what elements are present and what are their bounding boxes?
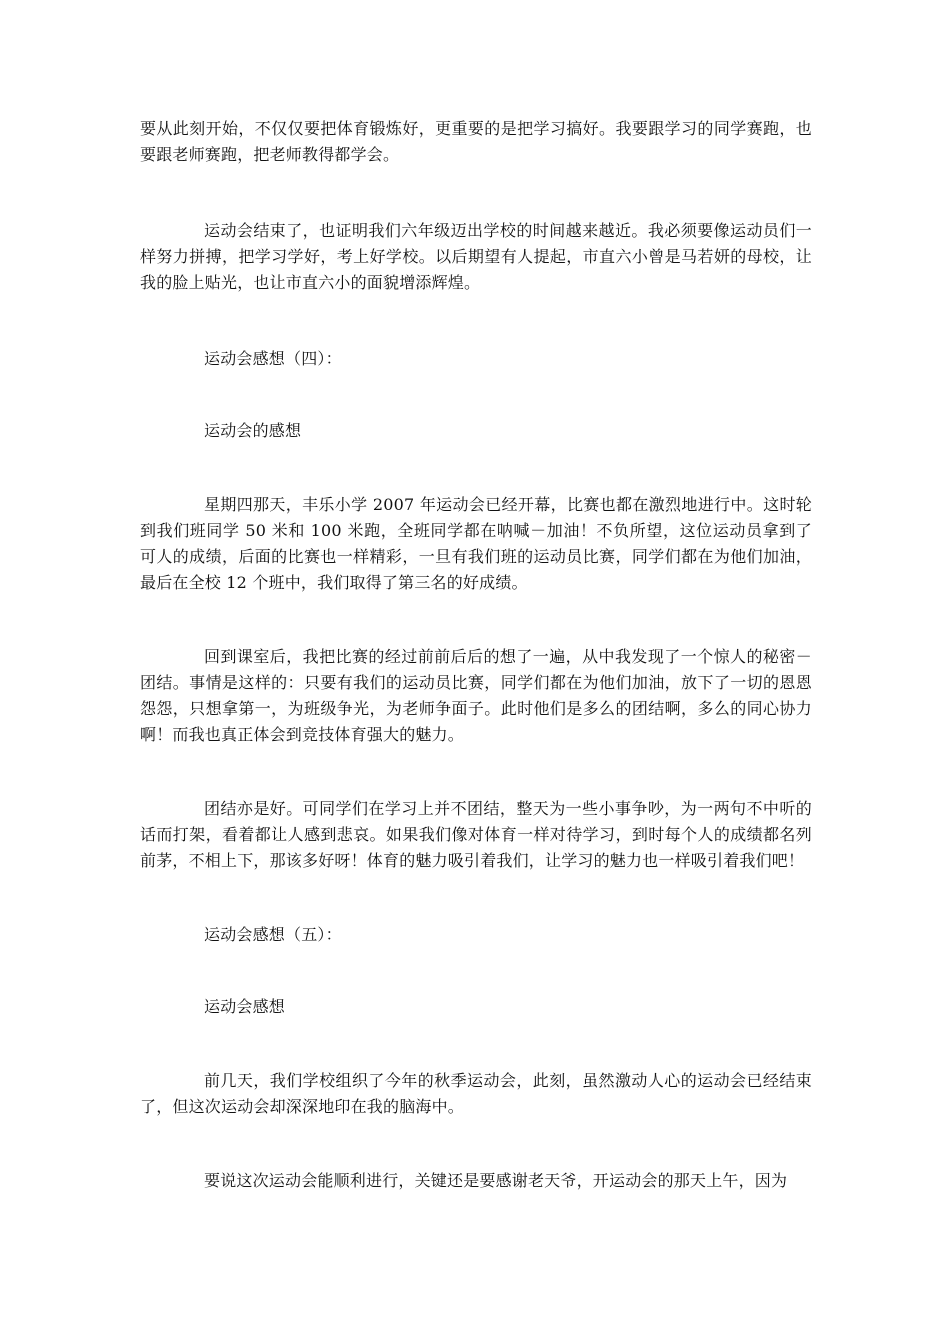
paragraph-7: 要说这次运动会能顺利进行，关键还是要感谢老天爷，开运动会的那天上午，因为 — [204, 1171, 788, 1190]
section-title-5: 运动会感想 — [204, 997, 286, 1016]
paragraph-4: 回到课室后，我把比赛的经过前前后后的想了一遍，从中我发现了一个惊人的秘密－团结。事情是这样的：只要有我们的运动员比赛，同学们都在为他们加油，放下了一切的恩恩怨怨，只想拿第一，为班级争光，为老师争面子。此时他们是多么的团结啊，多么的同心协力啊！而我也真正体会到竞技体育强大的魅力。 — [140, 647, 812, 744]
paragraph-1: 要从此刻开始，不仅仅要把体育锻炼好，更重要的是把学习搞好。我要跟学习的同学赛跑，也要跟老师赛跑，把老师教得都学会。 — [140, 119, 812, 164]
paragraph-2: 运动会结束了，也证明我们六年级迈出学校的时间越来越近。我必须要像运动员们一样努力拼搏，把学习学好，考上好学校。以后期望有人提起，市直六小曾是马若妍的母校，让我的脸上贴光，也让市直六小的面貌增添辉煌。 — [140, 221, 812, 292]
section-heading-4: 运动会感想（四）： — [204, 349, 342, 368]
paragraph-5: 团结亦是好。可同学们在学习上并不团结，整天为一些小事争吵，为一两句不中听的话而打架，看着都让人感到悲哀。如果我们像对体育一样对待学习，到时每个人的成绩都名列前茅，不相上下，那该多好呀！体育的魅力吸引着我们，让学习的魅力也一样吸引着我们吧！ — [140, 799, 812, 870]
paragraph-6: 前几天，我们学校组织了今年的秋季运动会，此刻，虽然激动人心的运动会已经结束了，但这次运动会却深深地印在我的脑海中。 — [140, 1071, 812, 1116]
section-heading-5: 运动会感想（五）： — [204, 925, 342, 944]
document-page — [140, 116, 812, 1194]
paragraph-3: 星期四那天，丰乐小学 2007 年运动会已经开幕，比赛也都在激烈地进行中。这时轮到我们班同学 50 米和 100 米跑，全班同学都在呐喊－加油！不负所望，这位运动员拿到了可人的成绩，后面的比赛也一样精彩，一旦有我们班的运动员比赛，同学们都在为他们加油，最后在全校 12 个班中，我们取得了第三名的好成绩。 — [140, 495, 812, 592]
section-title-4: 运动会的感想 — [204, 421, 302, 440]
